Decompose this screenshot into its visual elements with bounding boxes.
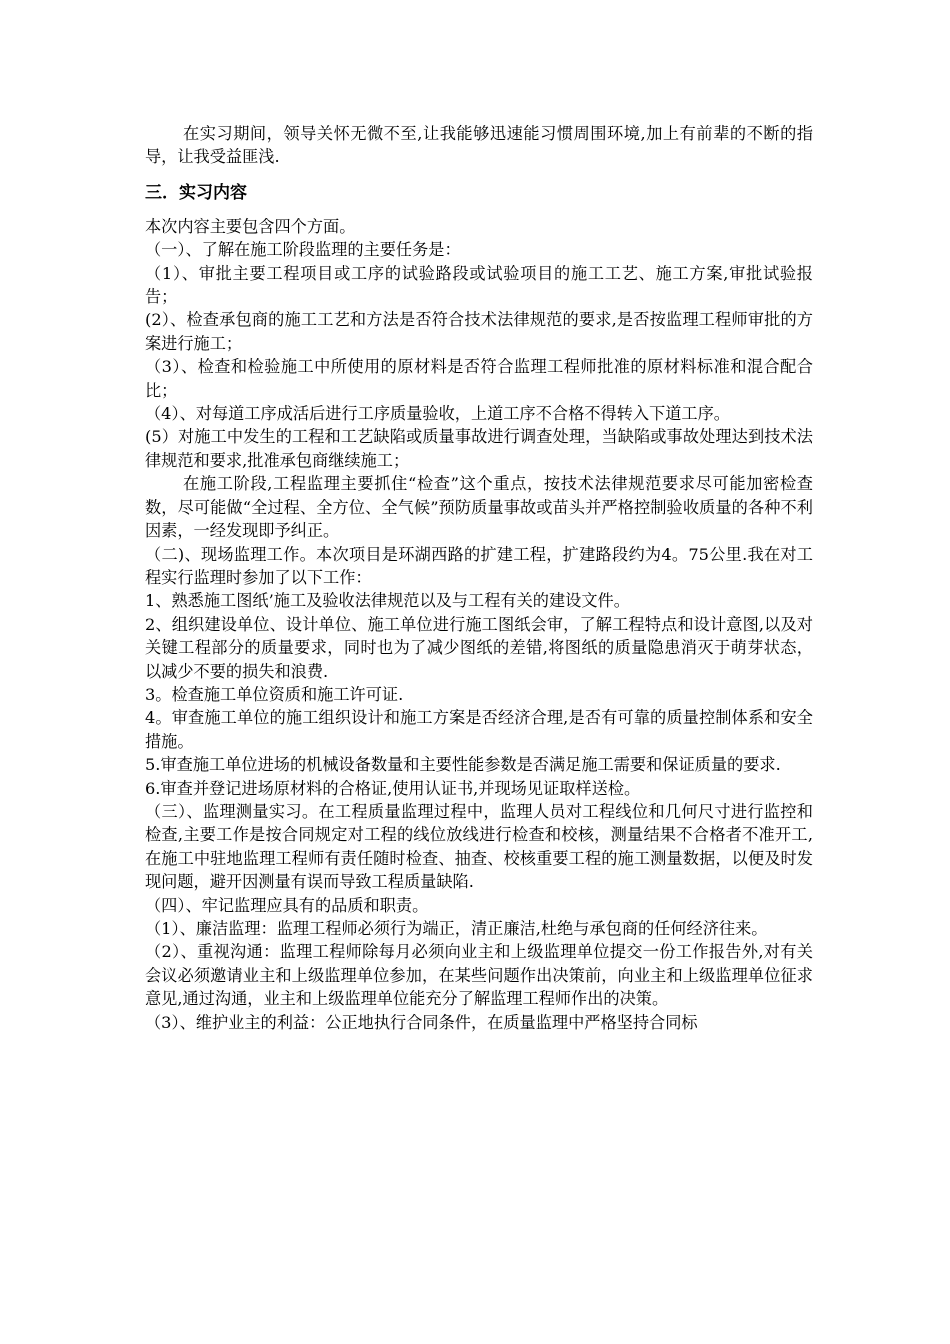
paragraph-work-4: 4。审查施工单位的施工组织设计和施工方案是否经济合理,是否有可靠的质量控制体系和安全措施。 <box>145 708 813 751</box>
paragraph-part-3: （三）、监理测量实习。在工程质量监理过程中，监理人员对工程线位和几何尺寸进行监控和检查,主要工作是按合同规定对工程的线位放线进行检查和校核，测量结果不合格者不准开工,在施工中驻地监理工程师有责任随时检查、抽查、校核重要工程的施工测量数据，以便及时发现问题，避开因测量有误而导致工程质量缺陷. <box>145 801 813 892</box>
section-title: 三．实习内容 <box>145 182 247 203</box>
paragraph-duty-3: （3）、维护业主的利益：公正地执行合同条件，在质量监理中严格坚持合同标 <box>145 1012 698 1032</box>
paragraph-part-4-heading: （四）、牢记监理应具有的品质和职责。 <box>145 895 429 915</box>
paragraph-task-5: (5）对施工中发生的工程和工艺缺陷或质量事故进行调查处理，当缺陷或事故处理达到技术法律规范和要求,批准承包商继续施工； <box>145 427 813 470</box>
paragraph-task-2: (2）、检查承包商的施工工艺和方法是否符合技术法律规范的要求,是否按监理工程师审批的方案进行施工； <box>145 310 813 353</box>
paragraph-work-5: 5.审查施工单位进场的机械设备数量和主要性能参数是否满足施工需要和保证质量的要求. <box>145 755 781 775</box>
paragraph-task-3: （3）、检查和检验施工中所使用的原材料是否符合监理工程师批准的原材料标准和混合配合比； <box>145 357 813 400</box>
paragraph-part-2-heading: （二)、现场监理工作。本次项目是环湖西路的扩建工程，扩建路段约为4。75公里.我在对工程实行监理时参加了以下工作： <box>145 544 813 587</box>
paragraph-duty-1: （1）、廉洁监理：监理工程师必须行为端正，清正廉洁,杜绝与承包商的任何经济往来。 <box>145 919 768 938</box>
paragraph-overview: 本次内容主要包含四个方面。 <box>145 216 356 236</box>
document-page <box>145 122 813 1034</box>
paragraph-task-1: （1）、审批主要工程项目或工序的试验路段或试验项目的施工工艺、施工方案,审批试验报告； <box>145 263 813 307</box>
paragraph-duty-2: （2）、重视沟通：监理工程师除每月必须向业主和上级监理单位提交一份工作报告外,对有关会议必须邀请业主和上级监理单位参加，在某些问题作出决策前，向业主和上级监理单位征求意见,通过沟通，业主和上级监理单位能充分了解监理工程师作出的决策。 <box>145 942 813 1009</box>
intro-paragraph: 在实习期间，领导关怀无微不至,让我能够迅速能习惯周围环境,加上有前辈的不断的指导，让我受益匪浅. <box>145 124 813 167</box>
paragraph-part-1-heading: （一）、了解在施工阶段监理的主要任务是： <box>145 240 461 260</box>
paragraph-work-3: 3。检查施工单位资质和施工许可证. <box>145 684 404 704</box>
paragraph-inspection-summary: 在施工阶段,工程监理主要抓住“检查”这个重点，按技术法律规范要求尽可能加密检查数，尽可能做“全过程、全方位、全气候”预防质量事故或苗头并严格控制验收质量的各种不利因素，一经发现即予纠正。 <box>145 474 813 541</box>
paragraph-work-1: 1、熟悉施工图纸’施工及验收法律规范以及与工程有关的建设文件。 <box>145 591 630 611</box>
paragraph-task-4: （4）、对每道工序成活后进行工序质量验收，上道工序不合格不得转入下道工序。 <box>145 404 730 424</box>
paragraph-work-2: 2、组织建设单位、设计单位、施工单位进行施工图纸会审，了解工程特点和设计意图,以及对关键工程部分的质量要求，同时也为了减少图纸的差错,将图纸的质量隐患消灭于萌芽状态，以减少不要的损失和浪费. <box>145 614 813 681</box>
paragraph-work-6: 6.审查并登记进场原材料的合格证,使用认证书,并现场见证取样送检。 <box>145 778 641 798</box>
